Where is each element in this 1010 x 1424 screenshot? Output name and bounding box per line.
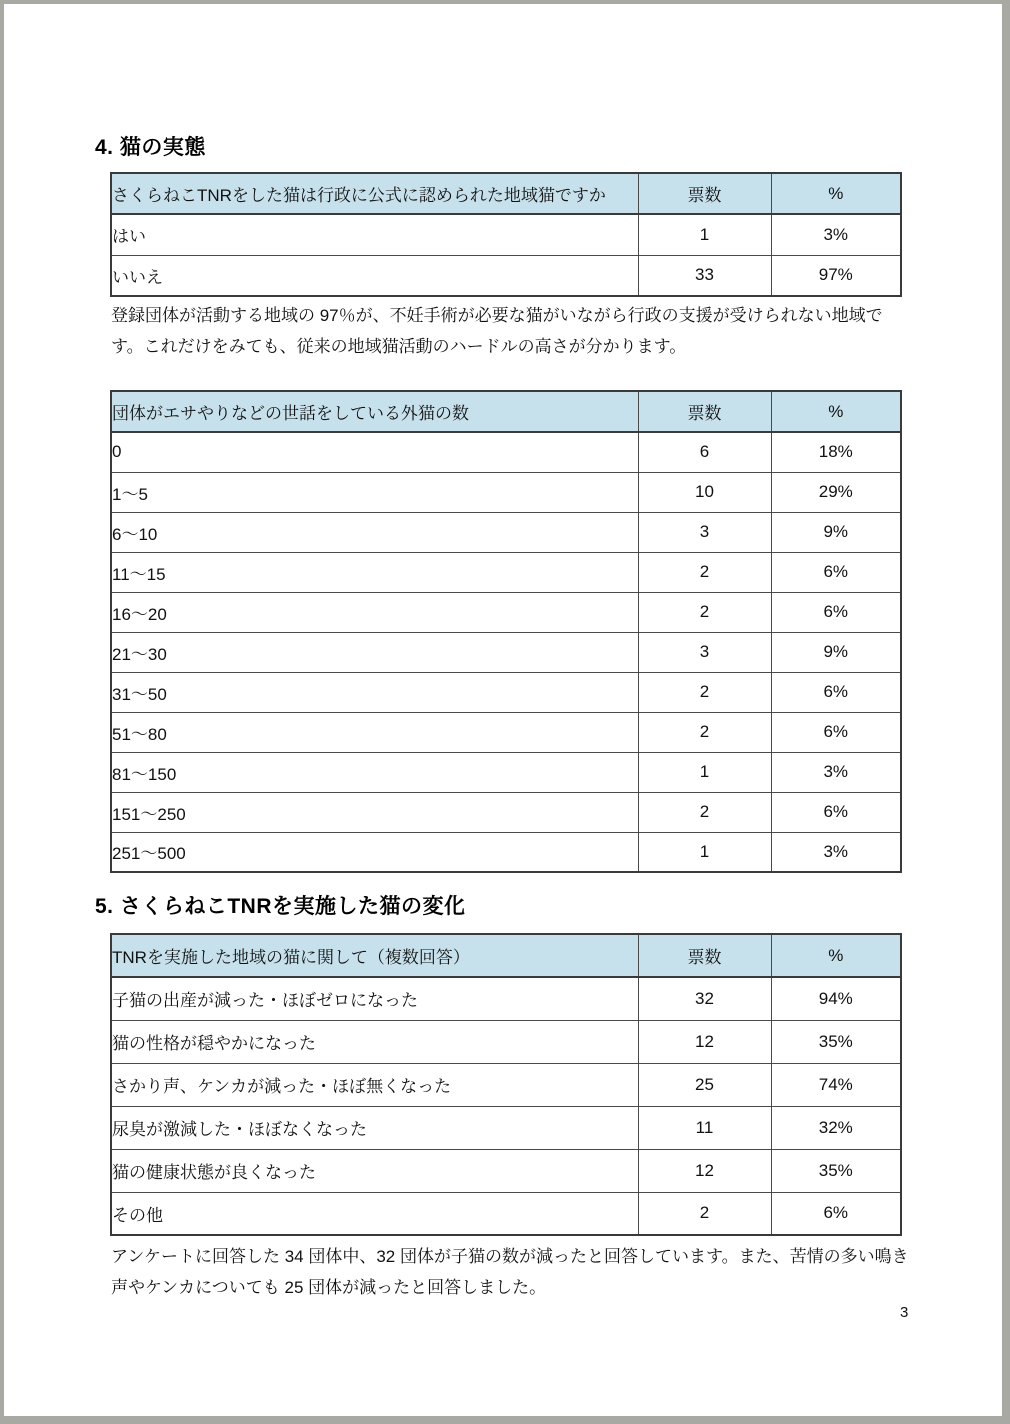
table-row (111, 592, 901, 632)
table-row (111, 752, 901, 792)
row-votes-cell: 2 (638, 1192, 771, 1235)
row-votes-cell: 1 (638, 832, 771, 872)
table-row (111, 552, 901, 592)
table-header-row (111, 173, 901, 214)
row-percent-cell: 3% (771, 832, 901, 872)
row-label-cell: 6～10 (111, 512, 638, 552)
tnr-changes-table (110, 933, 902, 1236)
table3-note: アンケートに回答した 34 団体中、32 団体が子猫の数が減ったと回答しています。また、苦情の多い鳴き声やケンカについても 25 団体が減ったと回答しました。 (111, 1247, 909, 1297)
row-percent-cell: 18% (771, 432, 901, 472)
table-row (111, 977, 901, 1020)
row-percent-cell: 6% (771, 792, 901, 832)
row-votes-cell: 10 (638, 472, 771, 512)
row-percent-cell: 3% (771, 752, 901, 792)
row-percent-cell: 6% (771, 1192, 901, 1235)
row-percent-cell: 6% (771, 592, 901, 632)
table-header-row (111, 391, 901, 432)
row-percent-cell: 74% (771, 1063, 901, 1106)
row-votes-cell: 3 (638, 632, 771, 672)
row-percent-cell: 6% (771, 712, 901, 752)
table-question-header: TNRを実施した地域の猫に関して（複数回答） (111, 934, 638, 977)
table-row (111, 832, 901, 872)
percent-column-header: % (771, 173, 901, 214)
row-percent-cell: 97% (771, 255, 901, 296)
row-votes-cell: 11 (638, 1106, 771, 1149)
votes-column-header: 票数 (638, 934, 771, 977)
row-votes-cell: 6 (638, 432, 771, 472)
row-percent-cell: 32% (771, 1106, 901, 1149)
table-header-row (111, 934, 901, 977)
table-row (111, 712, 901, 752)
table1-note: 登録団体が活動する地域の 97％が、不妊手術が必要な猫がいながら行政の支援が受けられない地域です。これだけをみても、従来の地域猫活動のハードルの高さが分かります。 (111, 306, 883, 356)
row-label-cell: 81～150 (111, 752, 638, 792)
row-label-cell: 尿臭が激減した・ほぼなくなった (111, 1106, 638, 1149)
table-row (111, 472, 901, 512)
percent-column-header: % (771, 934, 901, 977)
row-votes-cell: 2 (638, 672, 771, 712)
row-votes-cell: 33 (638, 255, 771, 296)
row-votes-cell: 12 (638, 1149, 771, 1192)
row-votes-cell: 2 (638, 592, 771, 632)
section-4-heading: 4. 猫の実態 (95, 136, 206, 159)
page-number: 3 (900, 1304, 909, 1321)
row-votes-cell: 1 (638, 214, 771, 255)
registered-community-cat-table (110, 172, 902, 297)
votes-column-header: 票数 (638, 173, 771, 214)
row-label-cell: 31～50 (111, 672, 638, 712)
row-percent-cell: 3% (771, 214, 901, 255)
row-label-cell: はい (111, 214, 638, 255)
table-row (111, 1063, 901, 1106)
table-row (111, 1192, 901, 1235)
table-row (111, 632, 901, 672)
row-label-cell: その他 (111, 1192, 638, 1235)
row-percent-cell: 6% (771, 672, 901, 712)
table-row (111, 1106, 901, 1149)
table-question-header: 団体がエサやりなどの世話をしている外猫の数 (111, 391, 638, 432)
row-label-cell: 猫の性格が穏やかになった (111, 1020, 638, 1063)
row-label-cell: 251～500 (111, 832, 638, 872)
votes-column-header: 票数 (638, 391, 771, 432)
document-page (4, 4, 1002, 1416)
table-row (111, 214, 901, 255)
row-percent-cell: 35% (771, 1020, 901, 1063)
table-row (111, 512, 901, 552)
row-label-cell: 11～15 (111, 552, 638, 592)
section-5-heading: 5. さくらねこTNRを実施した猫の変化 (95, 895, 466, 918)
table-row (111, 1020, 901, 1063)
row-votes-cell: 1 (638, 752, 771, 792)
row-percent-cell: 29% (771, 472, 901, 512)
row-label-cell: 0 (111, 432, 638, 472)
row-votes-cell: 12 (638, 1020, 771, 1063)
row-votes-cell: 3 (638, 512, 771, 552)
row-label-cell: いいえ (111, 255, 638, 296)
table-row (111, 672, 901, 712)
row-label-cell: さかり声、ケンカが減った・ほぼ無くなった (111, 1063, 638, 1106)
row-label-cell: 151～250 (111, 792, 638, 832)
outdoor-cats-count-table (110, 390, 902, 873)
row-percent-cell: 9% (771, 512, 901, 552)
row-votes-cell: 25 (638, 1063, 771, 1106)
row-label-cell: 猫の健康状態が良くなった (111, 1149, 638, 1192)
row-label-cell: 51～80 (111, 712, 638, 752)
row-percent-cell: 9% (771, 632, 901, 672)
row-label-cell: 子猫の出産が減った・ほぼゼロになった (111, 977, 638, 1020)
percent-column-header: % (771, 391, 901, 432)
row-percent-cell: 94% (771, 977, 901, 1020)
row-votes-cell: 2 (638, 792, 771, 832)
table-row (111, 792, 901, 832)
table-row (111, 1149, 901, 1192)
row-votes-cell: 2 (638, 712, 771, 752)
table-row (111, 255, 901, 296)
row-label-cell: 16～20 (111, 592, 638, 632)
row-percent-cell: 6% (771, 552, 901, 592)
row-votes-cell: 32 (638, 977, 771, 1020)
row-label-cell: 21～30 (111, 632, 638, 672)
row-votes-cell: 2 (638, 552, 771, 592)
row-percent-cell: 35% (771, 1149, 901, 1192)
table-question-header: さくらねこTNRをした猫は行政に公式に認められた地域猫ですか (111, 173, 638, 214)
table-row (111, 432, 901, 472)
row-label-cell: 1～5 (111, 472, 638, 512)
